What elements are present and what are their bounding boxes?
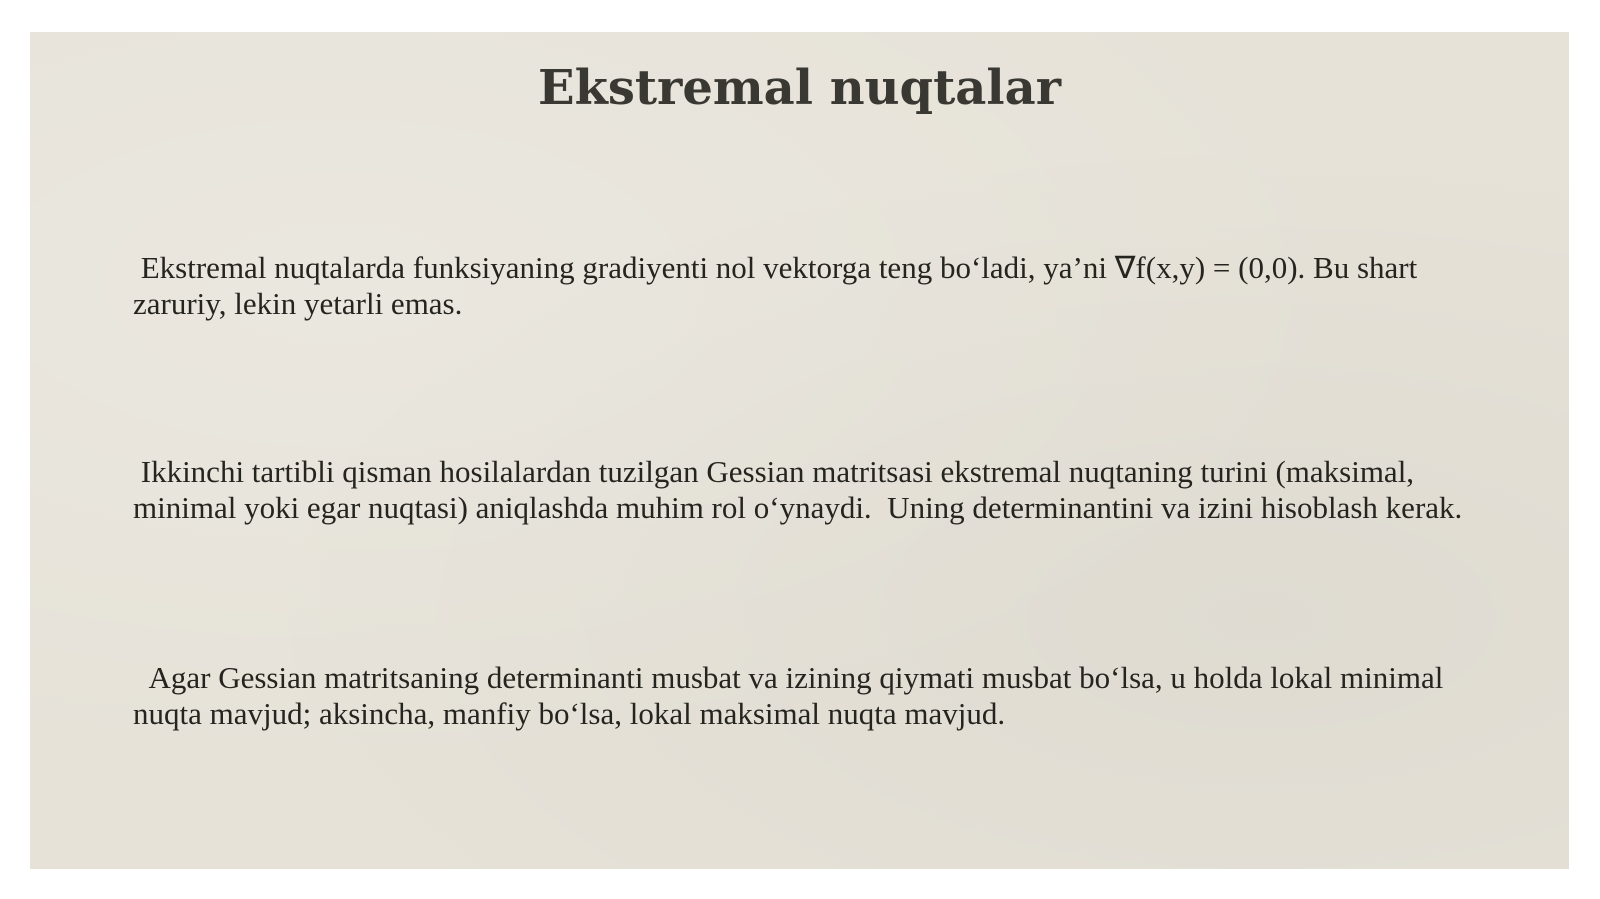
slide xyxy=(30,32,1569,869)
paragraph-gradient: Ekstremal nuqtalarda funksiyaning gradiyenti nol vektorga teng bo‘ladi, ya’ni ∇f(x,y) = (0,0). Bu shart zaruriy, lekin yetarli emas. xyxy=(133,250,1425,321)
slide-title: Ekstremal nuqtalar xyxy=(538,60,1061,116)
paragraph-determinant: Agar Gessian matritsaning determinanti musbat va izining qiymati musbat bo‘lsa, u holda lokal minimal nuqta mavjud; aksincha, manfiy bo‘lsa, lokal maksimal nuqta mavjud. xyxy=(133,660,1452,731)
paragraph-hessian: Ikkinchi tartibli qisman hosilalardan tuzilgan Gessian matritsasi ekstremal nuqtaning turini (maksimal, minimal yoki egar nuqtasi) aniqlashda muhim rol o‘ynaydi. Uning determinantini va izini hisoblash kerak. xyxy=(133,454,1463,525)
